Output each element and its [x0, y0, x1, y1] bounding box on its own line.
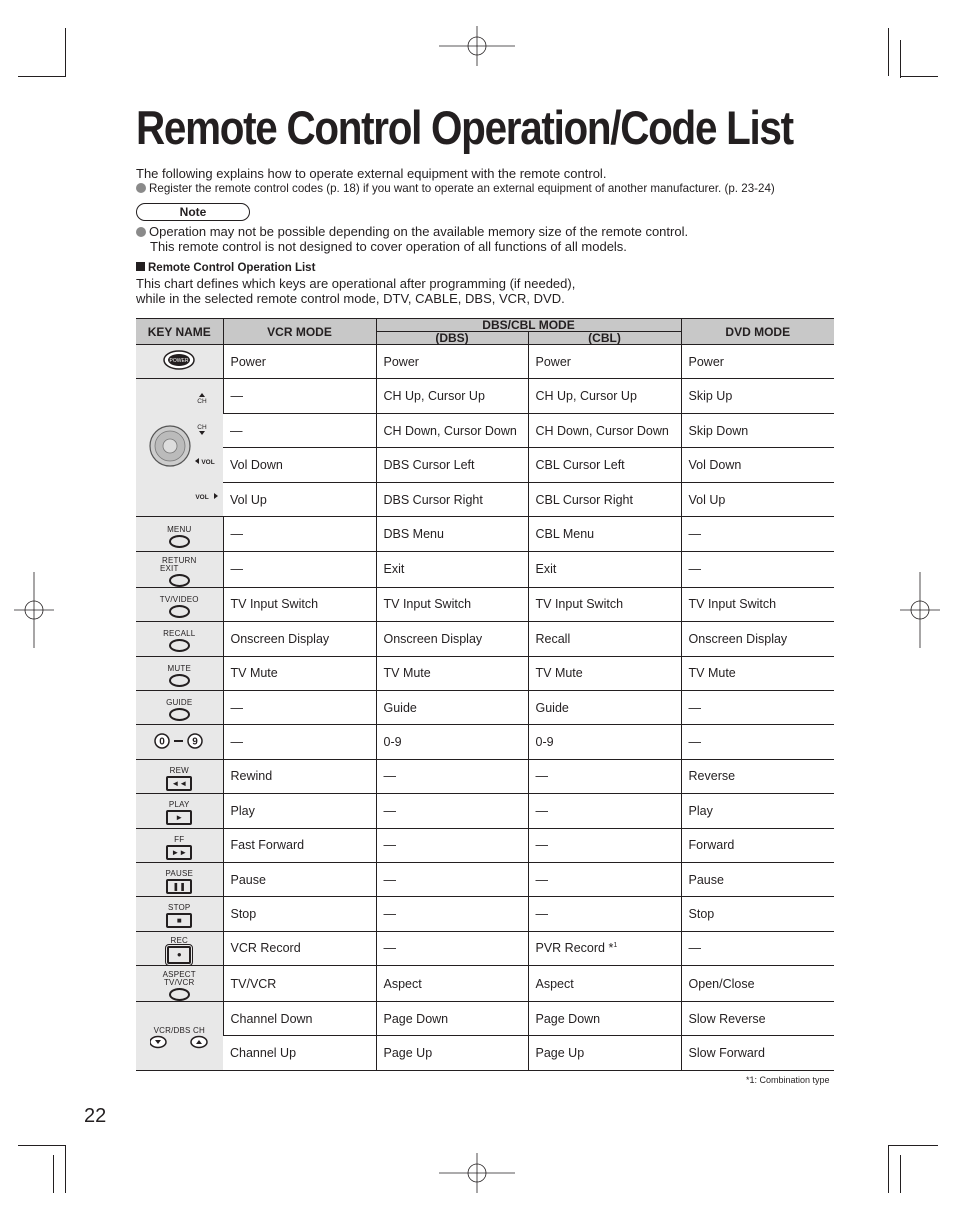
intro-bullet: Register the remote control codes (p. 18) if you want to operate an external equipment of another manufacturer. (p. 23-24)	[136, 181, 775, 196]
registration-mark-right	[882, 572, 954, 648]
table-row: ASPECT TV/VCR TV/VCR Aspect Aspect Open/Close	[136, 966, 834, 1002]
oval-button-icon	[169, 708, 190, 721]
oval-button-icon	[169, 605, 190, 618]
number-keys-icon	[154, 732, 204, 750]
table-row: RECALL Onscreen Display Onscreen Display Recall Onscreen Display	[136, 622, 834, 656]
key-aspect-tvvcr: ASPECT TV/VCR	[136, 966, 223, 1002]
svg-text:VOL: VOL	[201, 459, 215, 467]
table-row: Vol Up DBS Cursor Right CBL Cursor Right Vol Up	[136, 482, 834, 517]
section-heading: Remote Control Operation List	[136, 262, 315, 274]
key-return-exit: RETURN EXIT	[136, 551, 223, 587]
key-play: PLAY ►	[136, 794, 223, 828]
table-row: PLAY ► Play — — Play	[136, 794, 834, 828]
table-row: GUIDE — Guide Guide —	[136, 690, 834, 724]
key-rew: REW ◄◄	[136, 759, 223, 793]
footnote: *1: Combination type	[746, 1075, 830, 1085]
play-icon: ►	[166, 810, 192, 825]
power-button-icon	[162, 349, 196, 371]
record-icon: ●	[167, 946, 191, 964]
key-menu: MENU	[136, 517, 223, 551]
key-rec: REC ●	[136, 931, 223, 965]
svg-text:0: 0	[159, 736, 166, 748]
svg-text:VOL: VOL	[195, 494, 209, 502]
col-dbs: (DBS)	[376, 332, 528, 345]
table-row: TV/VIDEO TV Input Switch TV Input Switch TV Input Switch TV Input Switch	[136, 587, 834, 621]
table-row: REC ● VCR Record — PVR Record *$^1$ —	[136, 931, 834, 965]
svg-text:CH: CH	[197, 424, 207, 432]
svg-text:9: 9	[192, 736, 199, 748]
oval-button-icon	[169, 574, 190, 587]
note-line-1: Operation may not be possible depending on the available memory size of the remote control.	[136, 224, 688, 240]
table-row: MUTE TV Mute TV Mute TV Mute TV Mute	[136, 656, 834, 690]
key-recall: RECALL	[136, 622, 223, 656]
rewind-icon: ◄◄	[166, 776, 192, 791]
channel-keys-icon	[150, 1035, 208, 1049]
key-cursor-pad	[136, 379, 223, 517]
registration-mark-top	[439, 8, 515, 84]
registration-mark-left	[0, 572, 72, 648]
svg-text:CH: CH	[197, 398, 207, 406]
key-pause: PAUSE ❚❚	[136, 862, 223, 896]
col-key-name: KEY NAME	[136, 319, 223, 345]
intro-text: The following explains how to operate external equipment with the remote control.	[136, 166, 607, 181]
oval-button-icon	[169, 535, 190, 548]
table-row: CH CH VOL VOL — CH Up, Cursor Up CH Up, Cursor Up Skip Up	[136, 379, 834, 414]
bullet-icon	[136, 227, 146, 237]
stop-icon: ■	[166, 913, 192, 928]
page-number: 22	[84, 1105, 107, 1127]
cursor-pad-icon	[136, 379, 223, 513]
col-dvd-mode: DVD MODE	[681, 319, 834, 345]
fast-forward-icon: ►►	[166, 845, 192, 860]
key-tv-video: TV/VIDEO	[136, 587, 223, 621]
key-ff: FF ►►	[136, 828, 223, 862]
svg-text:POWER: POWER	[169, 358, 189, 365]
col-vcr-mode: VCR MODE	[223, 319, 376, 345]
table-row: MENU — DBS Menu CBL Menu —	[136, 517, 834, 551]
oval-button-icon	[169, 988, 190, 1001]
key-guide: GUIDE	[136, 690, 223, 724]
oval-button-icon	[169, 674, 190, 687]
table-row: VCR/DBS CH Channel Down Page Down Page Down Slow Reverse	[136, 1002, 834, 1036]
table-row: 0 9 — 0-9 0-9 —	[136, 725, 834, 759]
key-power	[136, 345, 223, 379]
section-desc-1: This chart defines which keys are operational after programming (if needed),	[136, 276, 576, 291]
key-vcr-dbs-ch: VCR/DBS CH	[136, 1002, 223, 1071]
key-mute: MUTE	[136, 656, 223, 690]
table-row: POWER Power Power Power Power	[136, 345, 834, 379]
operation-table	[136, 318, 834, 1071]
table-row: Channel Up Page Up Page Up Slow Forward	[136, 1036, 834, 1070]
col-dbs-cbl-mode: DBS/CBL MODE	[376, 319, 681, 332]
section-desc-2: while in the selected remote control mode, DTV, CABLE, DBS, VCR, DVD.	[136, 291, 565, 306]
table-row: FF ►► Fast Forward — — Forward	[136, 828, 834, 862]
table-row: — CH Down, Cursor Down CH Down, Cursor Down Skip Down	[136, 413, 834, 448]
key-numbers	[136, 725, 223, 759]
note-label: Note	[136, 203, 250, 221]
table-row: Vol Down DBS Cursor Left CBL Cursor Left Vol Down	[136, 448, 834, 483]
bullet-icon	[136, 183, 146, 193]
table-row: REW ◄◄ Rewind — — Reverse	[136, 759, 834, 793]
pause-icon: ❚❚	[166, 879, 192, 894]
registration-mark-bottom	[439, 1135, 515, 1211]
table-row: PAUSE ❚❚ Pause — — Pause	[136, 862, 834, 896]
note-line-2: This remote control is not designed to cover operation of all functions of all models.	[150, 239, 627, 254]
oval-button-icon	[169, 639, 190, 652]
square-bullet-icon	[136, 262, 145, 271]
col-cbl: (CBL)	[528, 332, 681, 345]
table-row: STOP ■ Stop — — Stop	[136, 897, 834, 931]
key-stop: STOP ■	[136, 897, 223, 931]
page-title: Remote Control Operation/Code List	[136, 101, 793, 154]
table-row: RETURN EXIT — Exit Exit —	[136, 551, 834, 587]
